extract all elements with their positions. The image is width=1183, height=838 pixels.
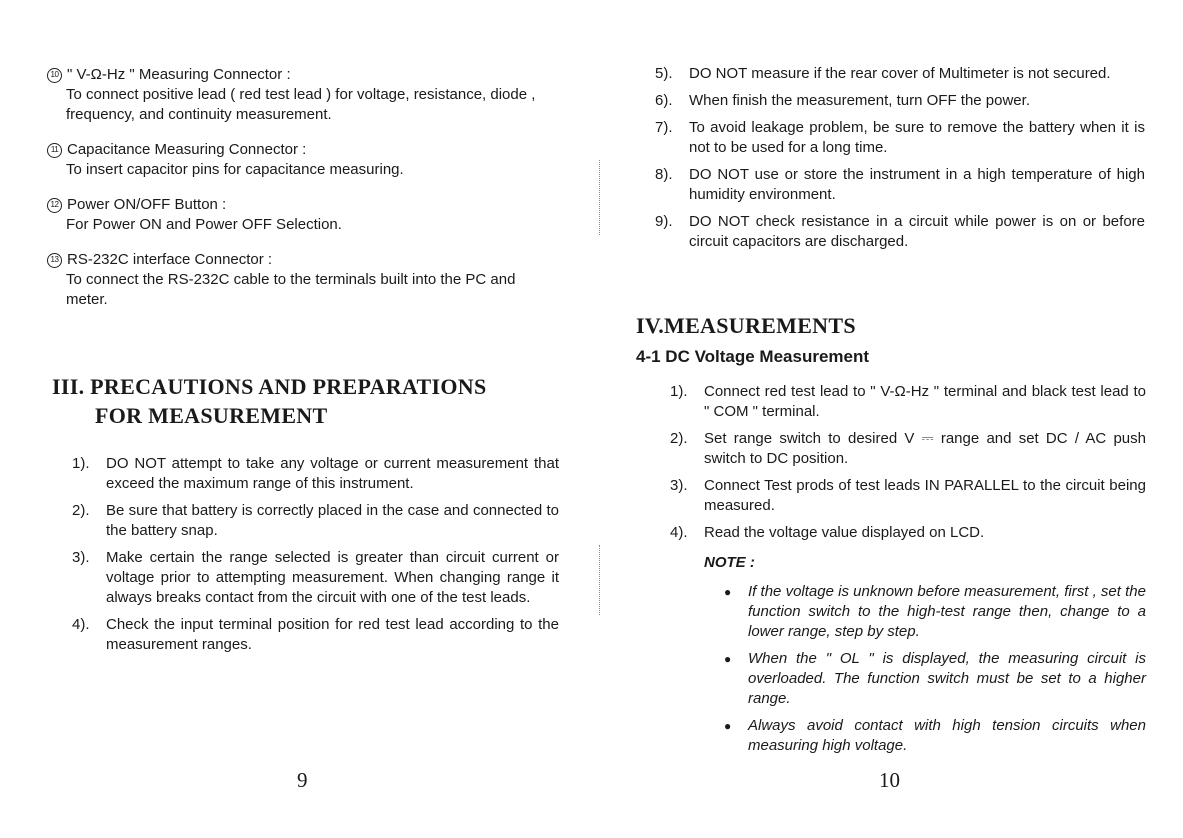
item-text: To avoid leakage problem, be sure to remove the battery when it is not to be used for a long time. (689, 119, 1145, 156)
circled-number: 11 (47, 143, 62, 158)
bullet-icon: ● (724, 719, 732, 733)
item-number: 1). (72, 455, 90, 472)
precautions-list-continued (655, 64, 1145, 259)
note-bullets (724, 582, 1146, 763)
item-text: DO NOT attempt to take any voltage or current measurement that exceed the maximum range of this instrument. (106, 455, 559, 492)
item-number: 8). (655, 166, 673, 183)
list-item (724, 716, 1146, 756)
list-item (72, 615, 559, 655)
note-text: Always avoid contact with high tension circuits when measuring high voltage. (748, 717, 1146, 754)
bullet-icon: ● (724, 585, 732, 599)
list-item (72, 454, 559, 494)
list-item (670, 476, 1146, 516)
item-text: Be sure that battery is correctly placed in the case and connected to the battery snap. (106, 502, 559, 539)
subsection-title: 4-1 DC Voltage Measurement (636, 347, 870, 366)
connector-13 (47, 250, 542, 310)
item-number: 4). (72, 616, 90, 633)
list-item (655, 91, 1145, 111)
item-number: 1). (670, 383, 688, 400)
connector-body: To connect the RS-232C cable to the terminals built into the PC and meter. (66, 271, 516, 308)
item-number: 2). (670, 430, 688, 447)
list-item (655, 212, 1145, 252)
connector-title: Power ON/OFF Button : (67, 196, 227, 213)
item-text: DO NOT check resistance in a circuit while power is on or before circuit capacitors are discharged. (689, 213, 1145, 250)
list-item (670, 523, 1146, 543)
list-item (72, 501, 559, 541)
item-number: 3). (72, 549, 90, 566)
item-text: DO NOT use or store the instrument in a high temperature of high humidity environment. (689, 166, 1145, 203)
section-title-measurements: IV.MEASUREMENTS (636, 313, 856, 338)
circled-number: 12 (47, 198, 62, 213)
item-text: Connect red test lead to " V-Ω-Hz " terminal and black test lead to " COM " terminal. (704, 383, 1146, 420)
page-number-right: 10 (879, 768, 900, 792)
list-item (724, 649, 1146, 709)
note-text: If the voltage is unknown before measurement, first , set the function switch to the high-test range then, change to a lower range, step by step. (748, 583, 1146, 640)
connector-title: Capacitance Measuring Connector : (67, 141, 307, 158)
connector-body: For Power ON and Power OFF Selection. (66, 216, 342, 233)
note-text: When the " OL " is displayed, the measuring circuit is overloaded. The function switch must be set to a higher range. (748, 650, 1146, 707)
circled-number: 10 (47, 68, 62, 83)
connector-body: To connect positive lead ( red test lead ) for voltage, resistance, diode , frequency, and continuity measurement. (66, 86, 536, 123)
item-text: Check the input terminal position for red test lead according to the measurement ranges. (106, 616, 559, 653)
connector-title: RS-232C interface Connector : (67, 251, 273, 268)
dc-voltage-steps (670, 382, 1146, 550)
section-title-precautions-line1: III. PRECAUTIONS AND PREPARATIONS (52, 374, 487, 399)
item-number: 2). (72, 502, 90, 519)
item-text: Read the voltage value displayed on LCD. (704, 524, 985, 541)
connector-title: " V-Ω-Hz " Measuring Connector : (67, 66, 291, 83)
bullet-icon: ● (724, 652, 732, 666)
list-item (670, 429, 1146, 469)
list-item (655, 64, 1145, 84)
item-number: 6). (655, 92, 673, 109)
item-number: 4). (670, 524, 688, 541)
item-number: 3). (670, 477, 688, 494)
connector-10 (47, 65, 567, 125)
item-number: 7). (655, 119, 673, 136)
list-item (670, 382, 1146, 422)
circled-number: 13 (47, 253, 62, 268)
list-item (72, 548, 559, 608)
page-number-left: 9 (297, 768, 308, 792)
item-text: DO NOT measure if the rear cover of Multimeter is not secured. (689, 65, 1111, 82)
list-item (655, 118, 1145, 158)
item-text: Set range switch to desired V ⎓ range and set DC / AC push switch to DC position. (704, 430, 1146, 467)
item-number: 9). (655, 213, 673, 230)
section-title-precautions-line2: FOR MEASUREMENT (95, 403, 328, 428)
item-text: Connect Test prods of test leads IN PARALLEL to the circuit being measured. (704, 477, 1146, 514)
connector-body: To insert capacitor pins for capacitance measuring. (66, 161, 404, 178)
note-label: NOTE : (704, 554, 755, 571)
list-item (655, 165, 1145, 205)
item-text: When finish the measurement, turn OFF the power. (689, 92, 1030, 109)
item-number: 5). (655, 65, 673, 82)
connector-11 (47, 140, 567, 180)
list-item (724, 582, 1146, 642)
item-text: Make certain the range selected is greater than circuit current or voltage prior to attempting measurement. When changing range it always breaks contact from the circuit with one of the test leads. (106, 549, 559, 606)
connector-12 (47, 195, 567, 235)
precautions-list (72, 454, 559, 662)
